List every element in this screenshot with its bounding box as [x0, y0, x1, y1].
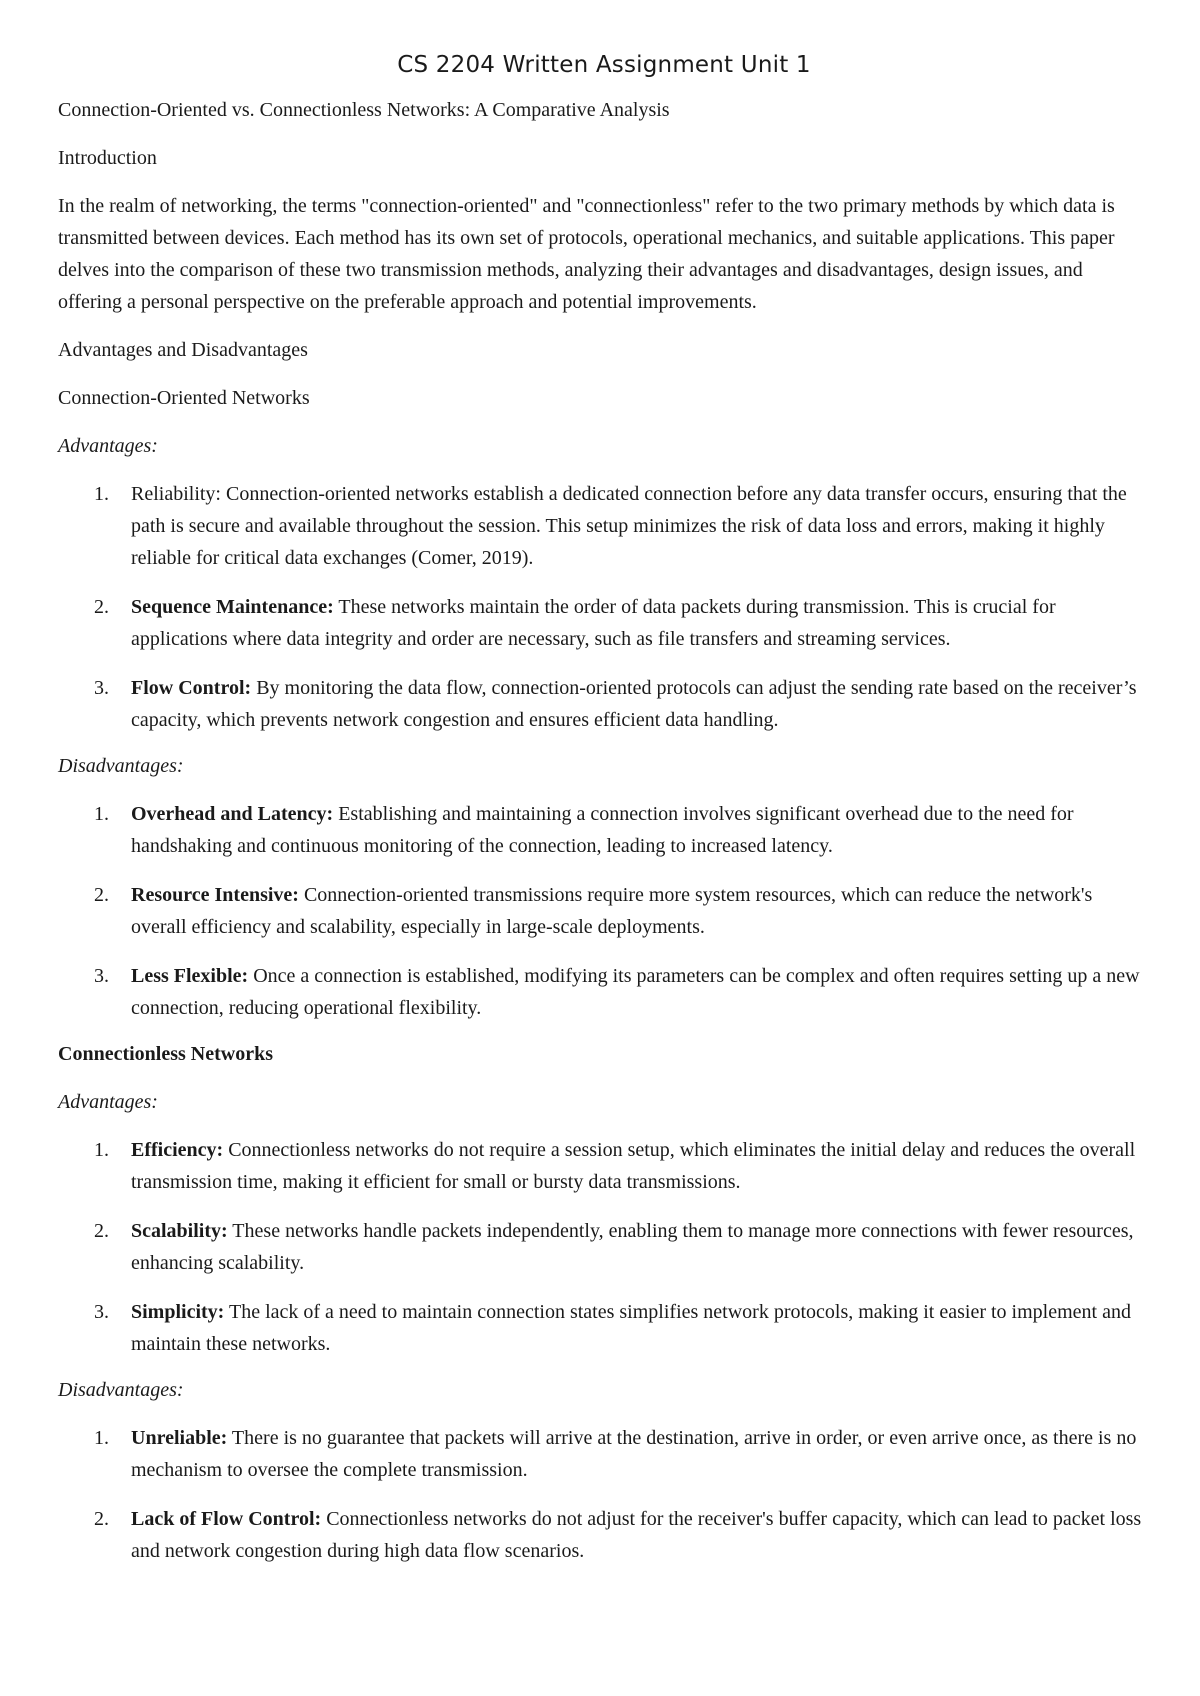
list-item-number: 1. — [94, 483, 109, 505]
list-item-term: Less Flexible: — [131, 965, 249, 987]
co-disadvantages-list — [58, 798, 1150, 1024]
co-advantages-label: Advantages: — [58, 435, 158, 457]
co-advantages-list — [58, 478, 1150, 736]
list-item-text: These networks maintain the order of data packets during transmission. This is crucial for applications where data integrity and order are necessary, such as file transfers and streaming services. — [131, 596, 1056, 650]
list-item — [58, 672, 1150, 736]
list-item-term: Lack of Flow Control: — [131, 1508, 322, 1530]
list-item-text: Connection-oriented transmissions require more system resources, which can reduce the network's overall efficiency and scalability, especially in large-scale deployments. — [131, 884, 1093, 938]
list-item-text: Once a connection is established, modifying its parameters can be complex and often requires setting up a new connection, reducing operational flexibility. — [131, 965, 1140, 1019]
list-item-number: 1. — [94, 1427, 109, 1449]
document-title: CS 2204 Written Assignment Unit 1 — [397, 52, 811, 78]
list-item-number: 1. — [94, 803, 109, 825]
list-item — [58, 1503, 1150, 1567]
list-item-term: Overhead and Latency: — [131, 803, 334, 825]
list-item — [58, 960, 1150, 1024]
list-item — [58, 1134, 1150, 1198]
list-item-text: Connectionless networks do not require a session setup, which eliminates the initial delay and reduces the overall transmission time, making it efficient for small or bursty data transmissions. — [131, 1139, 1136, 1193]
list-item-number: 2. — [94, 1508, 109, 1530]
list-item-text: Establishing and maintaining a connection involves significant overhead due to the need for handshaking and continuous monitoring of the connection, leading to increased latency. — [131, 803, 1074, 857]
list-item-number: 2. — [94, 1220, 109, 1242]
cl-advantages-label: Advantages: — [58, 1091, 158, 1113]
list-item-text: There is no guarantee that packets will arrive at the destination, arrive in order, or even arrive once, as there is no mechanism to oversee the complete transmission. — [131, 1427, 1137, 1481]
list-item-term: Scalability: — [131, 1220, 228, 1242]
document-page — [58, 52, 1150, 1581]
list-item — [58, 1296, 1150, 1360]
list-item — [58, 1215, 1150, 1279]
list-item-term: Flow Control: — [131, 677, 252, 699]
list-item — [58, 591, 1150, 655]
connectionless-heading: Connectionless Networks — [58, 1043, 273, 1065]
list-item-term: Efficiency: — [131, 1139, 224, 1161]
list-item-number: 3. — [94, 1301, 109, 1323]
list-item — [58, 879, 1150, 943]
list-item-number: 3. — [94, 965, 109, 987]
list-item-text: These networks handle packets independently, enabling them to manage more connections with fewer resources, enhancing scalability. — [131, 1220, 1134, 1274]
cl-disadvantages-list — [58, 1422, 1150, 1567]
list-item-term: Sequence Maintenance: — [131, 596, 334, 618]
list-item-term: Resource Intensive: — [131, 884, 299, 906]
list-item — [58, 1422, 1150, 1486]
list-item-term: Simplicity: — [131, 1301, 225, 1323]
list-item-number: 1. — [94, 1139, 109, 1161]
adv-disadv-heading: Advantages and Disadvantages — [58, 339, 308, 361]
intro-paragraph: In the realm of networking, the terms "connection-oriented" and "connectionless" refer to the two primary methods by which data is transmitted between devices. Each method has its own set of protocols, operational mechanics, and suitable applications. This paper delves into the comparison of these two transmission methods, analyzing their advantages and disadvantages, design issues, and offering a personal perspective on the preferable approach and potential improvements. — [58, 195, 1115, 313]
list-item-text: The lack of a need to maintain connection states simplifies network protocols, making it easier to implement and maintain these networks. — [131, 1301, 1131, 1355]
document-subtitle: Connection-Oriented vs. Connectionless Networks: A Comparative Analysis — [58, 99, 670, 121]
list-item-number: 2. — [94, 884, 109, 906]
list-item-number: 3. — [94, 677, 109, 699]
cl-advantages-list — [58, 1134, 1150, 1360]
intro-heading: Introduction — [58, 147, 157, 169]
list-item-number: 2. — [94, 596, 109, 618]
cl-disadvantages-label: Disadvantages: — [58, 1379, 184, 1401]
list-item-term: Reliability: — [131, 483, 221, 505]
list-item — [58, 798, 1150, 862]
list-item-text: By monitoring the data flow, connection-oriented protocols can adjust the sending rate based on the receiver’s capacity, which prevents network congestion and ensures efficient data handling. — [131, 677, 1137, 731]
connection-oriented-heading: Connection-Oriented Networks — [58, 387, 310, 409]
list-item-term: Unreliable: — [131, 1427, 228, 1449]
list-item-text: Connectionless networks do not adjust for the receiver's buffer capacity, which can lead to packet loss and network congestion during high data flow scenarios. — [131, 1508, 1142, 1562]
list-item — [58, 478, 1150, 574]
co-disadvantages-label: Disadvantages: — [58, 755, 184, 777]
list-item-text: Connection-oriented networks establish a dedicated connection before any data transfer occurs, ensuring that the path is secure and available throughout the session. This setup minimizes the risk of data loss and errors, making it highly reliable for critical data exchanges (Comer, 2019). — [131, 483, 1127, 569]
